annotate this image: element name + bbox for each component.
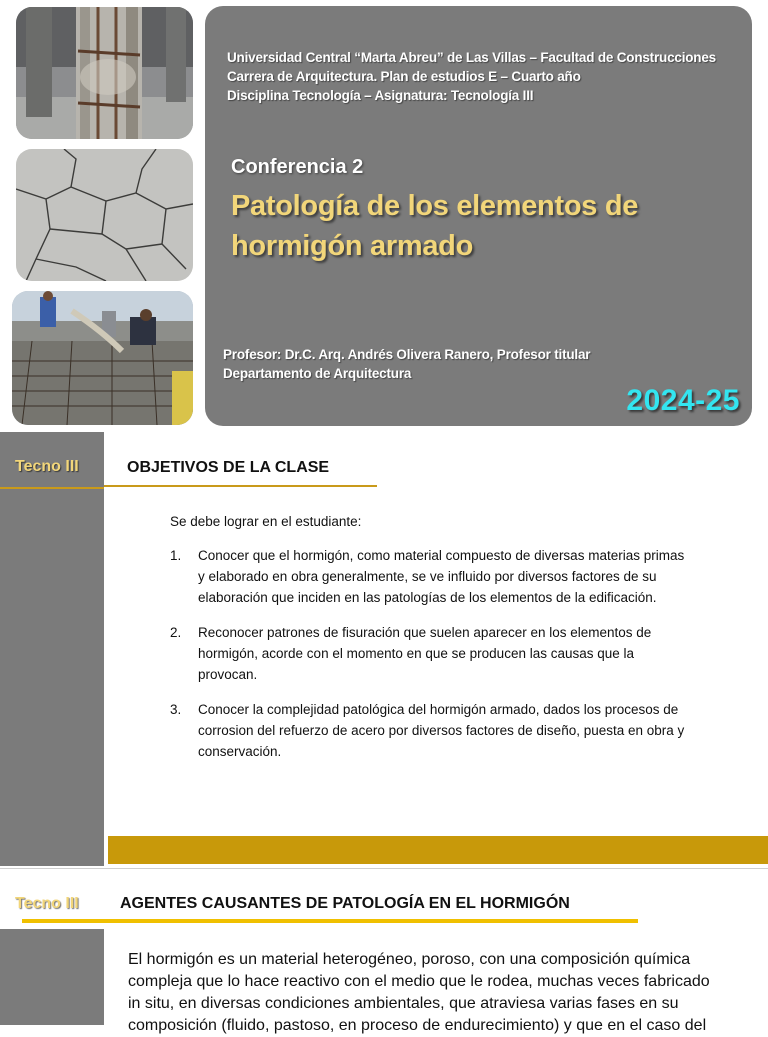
- body-paragraph: El hormigón es un material heterogéneo, poroso, con una composición química compleja que lo hace reactivo con el medio que le rodea, muchas veces fabricado in situ, en diversas condiciones ambientales, que atraviesa varias fases en su composición (fluido, pastoso, en proceso de endurecimiento) y que en el caso del: [128, 951, 710, 1034]
- heading-underline: [104, 485, 377, 487]
- course-badge: Tecno III: [15, 458, 79, 475]
- strip-divider: [0, 487, 104, 489]
- agents-slide: [0, 868, 768, 1034]
- institution-line: Universidad Central “Marta Abreu” de Las Villas – Facultad de Construcciones: [227, 50, 716, 65]
- heading-underline: [22, 919, 638, 923]
- item-number: 3.: [170, 702, 182, 717]
- footer-bar: [108, 836, 768, 864]
- item-text: Conocer la complejidad patológica del hormigón armado, dados los procesos de corrosion del refuerzo de acero por diversos factores de diseño, puesta en obra y conservación.: [198, 702, 685, 759]
- professor-info: [223, 345, 590, 383]
- department-line: Departamento de Arquitectura: [223, 366, 412, 381]
- institution-line: Carrera de Arquitectura. Plan de estudios E – Cuarto año: [227, 69, 581, 84]
- objectives-slide: [0, 432, 768, 866]
- conference-title: Patología de los elementos de hormigón armado: [231, 190, 639, 262]
- damaged-column-photo: [16, 7, 193, 139]
- cover-slide: [0, 0, 768, 432]
- list-item: [170, 545, 690, 608]
- slide-heading: AGENTES CAUSANTES DE PATOLOGÍA EN EL HORMIGÓN: [120, 895, 570, 912]
- slide-heading: OBJETIVOS DE LA CLASE: [127, 459, 330, 476]
- construction-workers-photo: [12, 291, 193, 425]
- institution-info: [227, 48, 716, 105]
- item-number: 1.: [170, 548, 182, 563]
- item-number: 2.: [170, 625, 182, 640]
- professor-line: Profesor: Dr.C. Arq. Andrés Olivera Ranero, Profesor titular: [223, 347, 591, 362]
- conference-label: Conferencia 2: [231, 156, 364, 178]
- side-strip: [0, 929, 104, 1025]
- objectives-list: [170, 545, 690, 776]
- course-badge: Tecno III: [15, 895, 79, 912]
- side-strip: [0, 432, 104, 866]
- list-item: [170, 699, 690, 762]
- list-item: [170, 622, 690, 685]
- title-panel: [205, 6, 752, 426]
- objectives-intro: Se debe lograr en el estudiante:: [170, 514, 362, 529]
- item-text: Reconocer patrones de fisuración que suelen aparecer en los elementos de hormigón, acorde con el momento en que se producen las causas que la provocan.: [198, 625, 652, 682]
- institution-line: Disciplina Tecnología – Asignatura: Tecnología III: [227, 88, 534, 103]
- academic-year: 2024-25: [626, 384, 740, 417]
- item-text: Conocer que el hormigón, como material compuesto de diversas materias primas y elaborado en obra generalmente, se ve influido por diversos factores de su elaboración que inciden en las patologías de los elementos de la edificación.: [198, 548, 685, 605]
- cracked-concrete-photo: [16, 149, 193, 281]
